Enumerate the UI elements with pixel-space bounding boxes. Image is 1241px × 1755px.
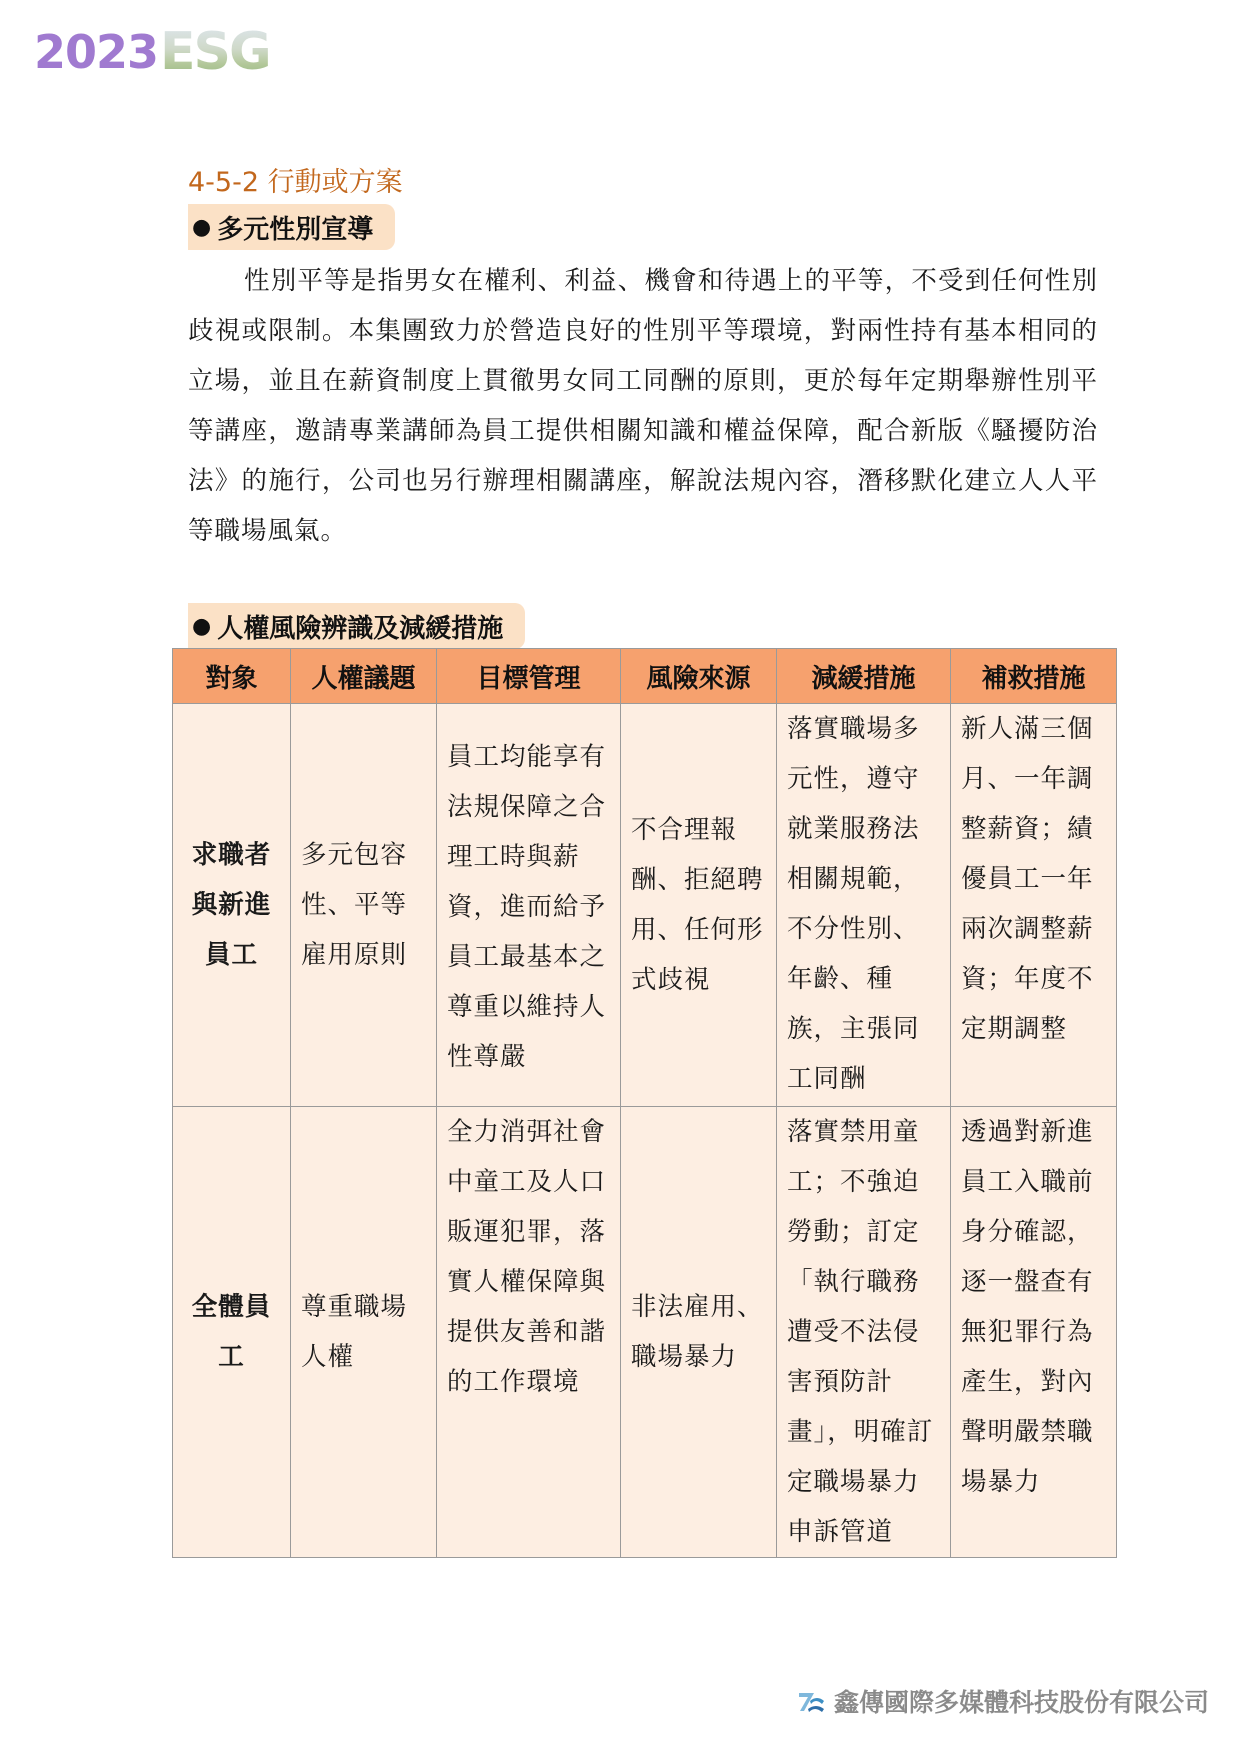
cell-mitigation: 落實職場多元性，遵守就業服務法相關規範，不分性別、年齡、種族，主張同工同酬 xyxy=(777,704,951,1107)
cell-risk: 非法雇用、職場暴力 xyxy=(621,1107,777,1558)
cell-mitigation: 落實禁用童工；不強迫勞動；訂定「執行職務遭受不法侵害預防計畫」，明確訂定職場暴力申訴管道 xyxy=(777,1107,951,1558)
footer xyxy=(796,1683,1209,1719)
heading-diverse-gender-label: 多元性別宣導 xyxy=(217,214,374,245)
header-remedy: 補救措施 xyxy=(951,649,1117,704)
header-issue: 人權議題 xyxy=(291,649,437,704)
esg-report-logo xyxy=(34,22,270,82)
table-row xyxy=(173,1107,1117,1558)
cell-risk: 不合理報酬、拒絕聘用、任何形式歧視 xyxy=(621,704,777,1107)
cell-issue: 尊重職場人權 xyxy=(291,1107,437,1558)
header-risk: 風險來源 xyxy=(621,649,777,704)
cell-target: 求職者與新進員工 xyxy=(173,704,291,1107)
table-row xyxy=(173,704,1117,1107)
heading-human-rights-label: 人權風險辨識及減緩措施 xyxy=(217,613,504,644)
section-title: 4-5-2 行動或方案 xyxy=(188,167,403,198)
bullet-icon: ● xyxy=(192,613,212,639)
table-header-row xyxy=(173,649,1117,704)
cell-issue: 多元包容性、平等雇用原則 xyxy=(291,704,437,1107)
diverse-gender-paragraph: 性別平等是指男女在權利、利益、機會和待遇上的平等，不受到任何性別歧視或限制。本集團致力於營造良好的性別平等環境，對兩性持有基本相同的立場，並且在薪資制度上貫徹男女同工同酬的原則，更於每年定期舉辦性別平等講座，邀請專業講師為員工提供相關知識和權益保障，配合新版《騷擾防治法》的施行，公司也另行辦理相關講座，解說法規內容，潛移默化建立人人平等職場風氣。 xyxy=(188,266,1098,546)
heading-diverse-gender xyxy=(188,204,395,250)
cell-remedy: 透過對新進員工入職前身分確認，逐一盤查有無犯罪行為產生，對內聲明嚴禁職場暴力 xyxy=(951,1107,1117,1558)
header-goal: 目標管理 xyxy=(437,649,621,704)
company-logo-icon xyxy=(796,1687,826,1715)
header-target: 對象 xyxy=(173,649,291,704)
cell-target: 全體員工 xyxy=(173,1107,291,1558)
header-mitigation: 減緩措施 xyxy=(777,649,951,704)
bullet-icon: ● xyxy=(192,214,212,240)
company-name: 鑫傳國際多媒體科技股份有限公司 xyxy=(833,1688,1209,1717)
cell-goal: 全力消弭社會中童工及人口販運犯罪，落實人權保障與提供友善和諧的工作環境 xyxy=(437,1107,621,1558)
cell-remedy: 新人滿三個月、一年調整薪資；績優員工一年兩次調整薪資；年度不定期調整 xyxy=(951,704,1117,1107)
logo-esg: ESG xyxy=(160,22,270,82)
heading-human-rights xyxy=(188,603,525,649)
human-rights-risk-table xyxy=(172,648,1117,1558)
logo-year: 2023 xyxy=(34,25,159,79)
cell-goal: 員工均能享有法規保障之合理工時與薪資，進而給予員工最基本之尊重以維持人性尊嚴 xyxy=(437,704,621,1107)
